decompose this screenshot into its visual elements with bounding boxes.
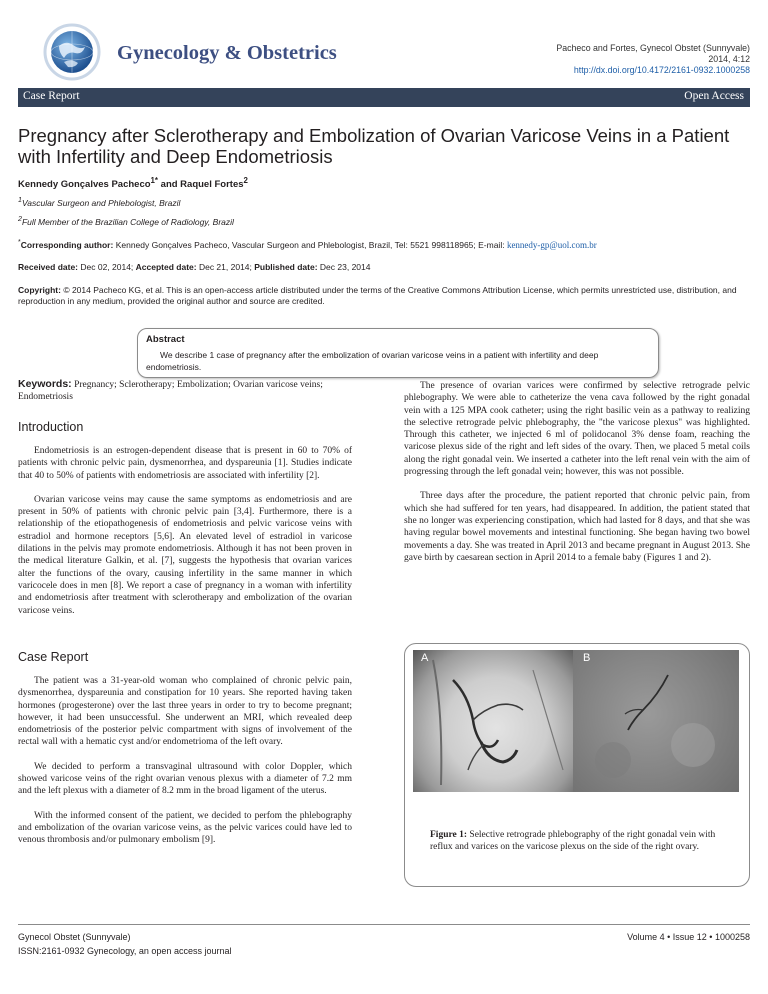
author-2-mark: 2	[243, 176, 248, 185]
corr-text: Kennedy Gonçalves Pacheco, Vascular Surgeon and Phlebologist, Brazil, Tel: 5521 998118965; E-mail:	[113, 239, 507, 250]
author-join: and Raquel Fortes	[158, 179, 244, 191]
affiliation-1-mark: 1	[18, 196, 22, 204]
paragraph: We decided to perform a transvaginal ultrasound with color Doppler, which showed varicose veins of the right ovarian venous plexus with a diameter of 7.2 mm and the left plexus with a diameter of 8.2 mm in the broad ligament of the uterus.	[18, 761, 352, 797]
keywords	[18, 378, 352, 404]
paragraph: With the informed consent of the patient, we decided to perfom the phlebography and embolization of the ovarian varicose veins, as the pelvic varices could have led to venous thrombosis and/or pulmonary embolism [9].	[18, 810, 352, 846]
figure-1-caption-label: Figure 1:	[430, 830, 468, 840]
paragraph: Endometriosis is an estrogen-dependent disease that is present in 60 to 70% of patients with chronic pelvic pain, dysmenorrhea, and dyspareunia [1]. Studies indicate that 40 to 50% of patients with endometriosis are associated with infertility [2].	[18, 446, 352, 481]
footer-divider	[18, 924, 750, 925]
journal-name: Gynecology & Obstetrics	[117, 42, 337, 64]
figure-1-caption	[430, 829, 740, 854]
footer-journal: Gynecol Obstet (Sunnyvale)	[18, 932, 131, 942]
article-type-band	[18, 88, 750, 107]
vein-trace-b	[573, 650, 739, 792]
accepted-label: Accepted date:	[135, 262, 197, 272]
figure-1-caption-text: Selective retrograde phlebography of the right gonadal vein with reflux and varices on the varicose plexus on the side of the right ovary.	[430, 830, 716, 853]
copyright-notice	[18, 285, 750, 307]
paragraph: The presence of ovarian varices were confirmed by selective retrograde pelvic phlebography. We were able to catheterize the vena cava followed by the right gonadal vein with a 125 MPA cook catheter; using the right basilic vein as a pathway to realizing the selective retrograde pelvic phlebography, the "the varicose plexus" was highlighted. Through this catheter, we injected 6 ml of polidocanol 3% dense foam, reaching the varicose plexus side of the right and left sides of the ovary. Then, we placed 5 metal coils along the right gonadal vein. We inserted a catheter into the left renal vein with the aim of progressing through the left gonadal vein; however, this was not possible.	[404, 381, 750, 478]
corr-label: Corresponding author:	[20, 239, 114, 250]
paragraph: Ovarian varicose veins may cause the same symptoms as endometriosis and are present in 50% of patients with chronic pelvic pain [3,4]. Furthermore, there is a relationship of the etiopathogenesis of endometriosis and pelvic varicose veins with estradiol and hormone receptors [5,6]. An elevated level of estradiol in varicose dilations in the pelvis may promote endometriosis. Although it has not been proven in the medical literature Galkin, et al. [7], suggests the hypothesis that ovarian varices alter the functions of the ovary, causing infertility in the same manner in which varicocele does in men [8]. We report a case of pregnancy in a woman with infertility and endometriosis after treatment with sclerotherapy and embolization of the ovarian varicose veins.	[18, 494, 352, 616]
paragraph: The patient was a 31-year-old woman who complained of chronic pelvic pain, dysmenorrhea, dyspareunia and constipation for 10 years. She reported having taken hormones (progesterone) over the last three years in order to try to become pregnant; however, it had been unsuccessful. She underwent an MRI, which revealed deep endometriosis of the posterior pelvic compartment with signs of involvement of the rectal wall with a hematic cyst and/or endometrioma of the left ovary.	[18, 676, 352, 748]
figure-1-panel-b-phlebography-image	[573, 650, 739, 792]
footer-volume: Volume 4 • Issue 12 • 1000258	[627, 932, 750, 942]
introduction-heading: Introduction	[18, 420, 84, 434]
omics-globe-logo	[42, 22, 102, 82]
corresponding-author	[18, 238, 750, 250]
footer-journal-info	[18, 930, 231, 958]
received-label: Received date:	[18, 262, 78, 272]
affiliation-1	[18, 196, 180, 208]
keywords-label: Keywords:	[18, 378, 72, 390]
panel-b-label: B	[583, 652, 591, 664]
vein-trace-a	[413, 650, 579, 792]
article-title: Pregnancy after Sclerotherapy and Embolization of Ovarian Varicose Veins in a Patient with Infertility and Deep Endometriosis	[18, 125, 730, 167]
copyright-label: Copyright:	[18, 285, 61, 295]
panel-a-label: A	[421, 652, 429, 664]
citation-year: 2014, 4:12	[708, 54, 750, 64]
case-report-heading: Case Report	[18, 650, 89, 664]
article-dates	[18, 262, 370, 272]
author-1-mark: 1*	[150, 176, 159, 185]
abstract-text: We describe 1 case of pregnancy after the embolization of ovarian varicose veins in a patient with infertility and deep endometriosis.	[146, 350, 599, 372]
article-type-label: Case Report	[23, 90, 80, 102]
citation-block	[490, 43, 750, 76]
published-label: Published date:	[254, 262, 318, 272]
paragraph: Three days after the procedure, the patient reported that chronic pelvic pain, from which she had suffered for ten years, had disappeared. In addition, the patient stated that she no longer was experiencing constipation, which had lasted for 8 days, and that she was having regular bowel movements and intestinal functioning. She began having two bowel movements a day. She was treated in April 2013 and became pregnant in August 2013. She gave birth by caesarean section in April 2014 to a female baby (Figures 1 and 2).	[404, 491, 750, 563]
author-1: Kennedy Gonçalves Pacheco	[18, 179, 151, 191]
affiliation-2-mark: 2	[18, 215, 22, 223]
author-list	[18, 176, 248, 190]
doi-link[interactable]: http://dx.doi.org/10.4172/2161-0932.1000258	[573, 65, 750, 75]
copyright-text: © 2014 Pacheco KG, et al. This is an open-access article distributed under the terms of the Creative Commons Attribution License, which permits unrestricted use, distribution, and reproduction in any medium, provided the original author and source are credited.	[18, 285, 737, 306]
footer-issn: ISSN:2161-0932 Gynecology, an open access journal	[18, 946, 232, 956]
affiliation-2	[18, 215, 234, 227]
open-access-label: Open Access	[684, 90, 744, 102]
corr-email-link[interactable]: kennedy-gp@uol.com.br	[506, 239, 597, 250]
citation-line: Pacheco and Fortes, Gynecol Obstet (Sunnyvale)	[556, 43, 750, 53]
figure-1-panel-a-phlebography-image	[413, 650, 579, 792]
right-column-body	[404, 380, 750, 576]
case-report-body	[18, 675, 352, 859]
introduction-body	[18, 445, 352, 629]
corr-mark: *	[18, 238, 21, 246]
affiliation-1-text: Vascular Surgeon and Phlebologist, Brazil	[21, 197, 181, 208]
abstract-heading: Abstract	[146, 334, 185, 345]
accepted-date: Dec 21, 2014;	[196, 262, 255, 272]
received-date: Dec 02, 2014;	[78, 262, 136, 272]
affiliation-2-text: Full Member of the Brazilian College of Radiology, Brazil	[21, 216, 234, 227]
keywords-text: Pregnancy; Sclerotherapy; Embolization; Ovarian varicose veins; Endometriosis	[18, 380, 323, 403]
published-date: Dec 23, 2014	[317, 262, 371, 272]
